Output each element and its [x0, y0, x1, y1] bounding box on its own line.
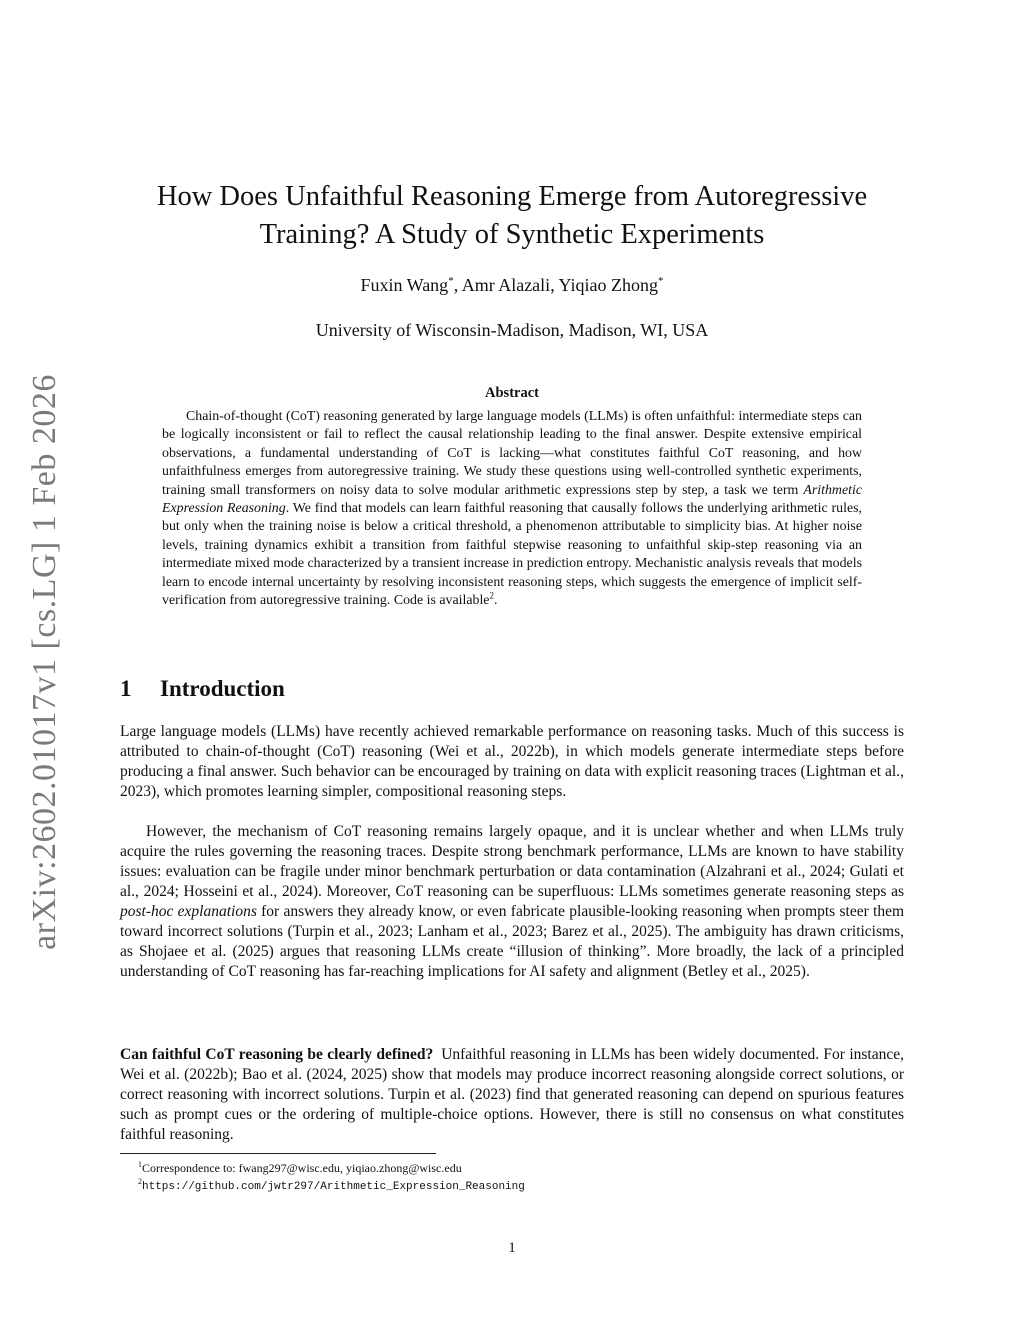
- footnote-link[interactable]: https://github.com/jwtr297/Arithmetic_Expression_Reasoning: [142, 1181, 525, 1193]
- abstract-text: [162, 408, 862, 610]
- abstract-part: . We find that models can learn faithful reasoning that causally follows the underlying arithmetic rules, but only when the training noise is below a critical threshold, a phenomenon attributable to simplicity bias. At higher noise levels, training dynamics exhibit a transition from faithful stepwise reasoning to unfaithful skip-step reasoning via an intermediate mixed mode characterized by a transient increase in prediction entropy. Mechanistic analysis reveals that models learn to encode internal uncertainty by resolving inconsistent reasoning steps, which suggests the emergence of implicit self-verification from autoregressive training. Code is available: [162, 501, 862, 609]
- runin-heading: Can faithful CoT reasoning be clearly defined?: [120, 1046, 434, 1063]
- paragraph-text: However, the mechanism of CoT reasoning remains largely opaque, and it is unclear whether and when LLMs truly acquire the rules governing the reasoning traces. Despite strong benchmark performance, LLMs are known to have stability issues: evaluation can be fragile under minor benchmark perturbation or data contamination (Alzahrani et al., 2024; Gulati et al., 2024; Hosseini et al., 2024). Moreover, CoT reasoning can be superfluous: LLMs sometimes generate reasoning steps as: [120, 823, 904, 900]
- abstract-term: Arithmetic Expression Reasoning: [162, 482, 862, 517]
- author-name: Amr Alazali: [461, 275, 551, 295]
- paragraph: [120, 822, 904, 982]
- paper-title: How Does Unfaithful Reasoning Emerge from Autoregressive Training? A Study of Synthetic Experiments: [156, 181, 868, 250]
- section-heading: [120, 676, 285, 702]
- footnote: [138, 1174, 525, 1195]
- footnote-mark: 2: [138, 1177, 142, 1186]
- section-number: 1: [120, 676, 132, 701]
- section-title: Introduction: [160, 676, 285, 701]
- abstract-heading: Abstract: [485, 385, 539, 401]
- emphasis-text: post-hoc explanations: [120, 903, 257, 920]
- author-separator: ,: [550, 275, 559, 295]
- arxiv-identifier: arXiv:2602.01017v1 [cs.LG] 1 Feb 2026: [26, 374, 63, 950]
- abstract-part: Chain-of-thought (CoT) reasoning generated by large language models (LLMs) is often unfaithful: intermediate steps can be logically inconsistent or fail to reflect the causal relationship leading to the final answer. Despite extensive empirical observations, a fundamental understanding of CoT is lacking—what constitutes faithful CoT reasoning, and how unfaithfulness emerges from autoregressive training. We study these questions using well-controlled synthetic experiments, training small transformers on noisy data to solve modular arithmetic expressions step by step, a task we term: [162, 409, 862, 498]
- author-name: Fuxin Wang: [360, 275, 449, 295]
- footnote-text: Correspondence to: fwang297@wisc.edu, yiqiao.zhong@wisc.edu: [142, 1161, 462, 1175]
- affiliation: University of Wisconsin-Madison, Madison, WI, USA: [315, 320, 709, 340]
- footnote-mark: 2: [489, 590, 494, 601]
- footnote-mark: 1: [138, 1160, 142, 1169]
- page-number: 1: [508, 1240, 516, 1256]
- author-mark: *: [448, 275, 454, 287]
- paragraph-text: Unfaithful reasoning in LLMs has been widely documented. For instance, Wei et al. (2022b); Bao et al. (2024, 2025) show that models may produce incorrect reasoning alongside correct solutions, or correct reasoning with incorrect solutions. Turpin et al. (2023) find that generated reasoning can depend on spurious features such as prompt cues or the ordering of multiple-choice options. However, there is still no consensus on what constitutes faithful reasoning.: [120, 1046, 904, 1143]
- footnote-rule: [120, 1153, 436, 1154]
- author-name: Yiqiao Zhong: [558, 275, 659, 295]
- abstract-end: .: [493, 593, 498, 609]
- paragraph-text: for answers they already know, or even fabricate plausible-looking reasoning when prompts steer them toward incorrect solutions (Turpin et al., 2023; Lanham et al., 2023; Barez et al., 2025). The ambiguity has drawn criticisms, as Shojaee et al. (2025) argues that reasoning LLMs create “illusion of thinking”. More broadly, the lack of a principled understanding of CoT reasoning has far-reaching implications for AI safety and alignment (Betley et al., 2025).: [120, 903, 905, 980]
- paragraph: Large language models (LLMs) have recently achieved remarkable performance on reasoning tasks. Much of this success is attributed to chain-of-thought (CoT) reasoning (Wei et al., 2022b), in which models generate intermediate steps before producing a final answer. Such behavior can be encouraged by training on data with explicit reasoning traces (Lightman et al., 2023), which promotes learning simpler, compositional reasoning steps.: [120, 723, 904, 800]
- paragraph: [120, 1045, 904, 1145]
- author-separator: ,: [453, 275, 462, 295]
- author-list: [140, 275, 884, 296]
- author-mark: *: [658, 275, 664, 287]
